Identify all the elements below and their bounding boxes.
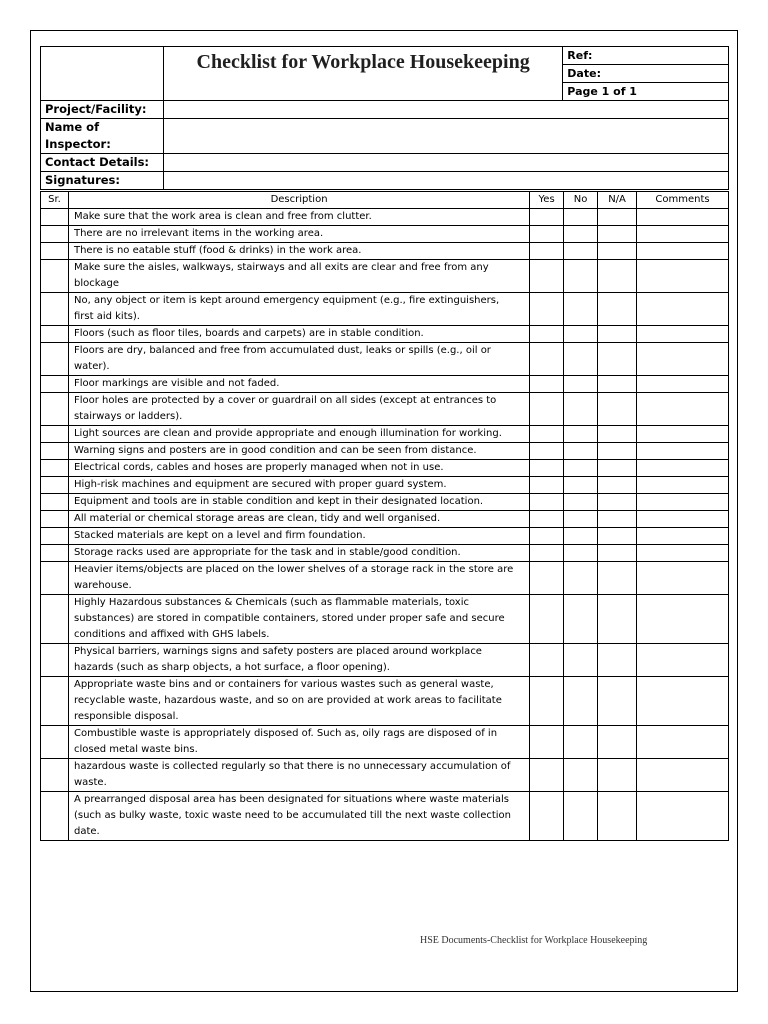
sr-cell [41, 226, 69, 243]
inspector-name-field[interactable] [163, 119, 728, 154]
sr-cell [41, 644, 69, 677]
checklist-row [41, 243, 729, 260]
sr-cell [41, 343, 69, 376]
yes-checkbox-cell[interactable] [530, 343, 564, 376]
checklist-table [40, 191, 729, 841]
sr-cell [41, 759, 69, 792]
column-header-no: No [564, 192, 598, 209]
na-checkbox-cell[interactable] [598, 293, 637, 326]
na-checkbox-cell[interactable] [598, 792, 637, 841]
na-checkbox-cell[interactable] [598, 260, 637, 293]
header-table [40, 46, 729, 190]
no-checkbox-cell[interactable] [564, 726, 598, 759]
no-checkbox-cell[interactable] [564, 511, 598, 528]
checklist-header-row [41, 192, 729, 209]
comments-cell[interactable] [637, 545, 729, 562]
footer-text: HSE Documents-Checklist for Workplace Housekeeping [420, 935, 648, 946]
na-checkbox-cell[interactable] [598, 494, 637, 511]
sr-cell [41, 443, 69, 460]
ref-field: Ref: [563, 47, 729, 65]
no-checkbox-cell[interactable] [564, 226, 598, 243]
yes-checkbox-cell[interactable] [530, 243, 564, 260]
sr-cell [41, 293, 69, 326]
na-checkbox-cell[interactable] [598, 443, 637, 460]
yes-checkbox-cell[interactable] [530, 326, 564, 343]
column-header-yes: Yes [530, 192, 564, 209]
no-checkbox-cell[interactable] [564, 443, 598, 460]
comments-cell[interactable] [637, 477, 729, 494]
comments-cell[interactable] [637, 393, 729, 426]
checklist-row [41, 494, 729, 511]
sr-cell [41, 494, 69, 511]
yes-checkbox-cell[interactable] [530, 443, 564, 460]
na-checkbox-cell[interactable] [598, 326, 637, 343]
checklist-row [41, 595, 729, 644]
no-checkbox-cell[interactable] [564, 260, 598, 293]
description-cell: Heavier items/objects are placed on the lower shelves of a storage rack in the store are warehouse. [68, 562, 529, 595]
sr-cell [41, 477, 69, 494]
description-cell: Floor markings are visible and not faded. [68, 376, 529, 393]
checklist-row [41, 343, 729, 376]
description-cell: Electrical cords, cables and hoses are properly managed when not in use. [68, 460, 529, 477]
yes-checkbox-cell[interactable] [530, 511, 564, 528]
na-checkbox-cell[interactable] [598, 243, 637, 260]
yes-checkbox-cell[interactable] [530, 528, 564, 545]
sr-cell [41, 511, 69, 528]
sr-cell [41, 562, 69, 595]
checklist-row [41, 376, 729, 393]
no-checkbox-cell[interactable] [564, 792, 598, 841]
yes-checkbox-cell[interactable] [530, 460, 564, 477]
description-cell: A prearranged disposal area has been designated for situations where waste materials (such as bulky waste, toxic waste need to be accumulated till the next waste collection date. [68, 792, 529, 841]
description-cell: Make sure that the work area is clean and free from clutter. [68, 209, 529, 226]
na-checkbox-cell[interactable] [598, 376, 637, 393]
na-checkbox-cell[interactable] [598, 343, 637, 376]
checklist-row [41, 443, 729, 460]
na-checkbox-cell[interactable] [598, 595, 637, 644]
sr-cell [41, 426, 69, 443]
comments-cell[interactable] [637, 494, 729, 511]
no-checkbox-cell[interactable] [564, 562, 598, 595]
checklist-row [41, 677, 729, 726]
document-title: Checklist for Workplace Housekeeping [163, 47, 562, 101]
na-checkbox-cell[interactable] [598, 677, 637, 726]
comments-cell[interactable] [637, 326, 729, 343]
no-checkbox-cell[interactable] [564, 494, 598, 511]
sr-cell [41, 260, 69, 293]
column-header-na: N/A [598, 192, 637, 209]
description-cell: There is no eatable stuff (food & drinks) in the work area. [68, 243, 529, 260]
signatures-field[interactable] [163, 172, 728, 190]
project-facility-field[interactable] [163, 101, 728, 119]
yes-checkbox-cell[interactable] [530, 595, 564, 644]
checklist-row [41, 545, 729, 562]
comments-cell[interactable] [637, 528, 729, 545]
na-checkbox-cell[interactable] [598, 477, 637, 494]
yes-checkbox-cell[interactable] [530, 562, 564, 595]
yes-checkbox-cell[interactable] [530, 726, 564, 759]
column-header-comments: Comments [637, 192, 729, 209]
description-cell: Combustible waste is appropriately disposed of. Such as, oily rags are disposed of in closed metal waste bins. [68, 726, 529, 759]
comments-cell[interactable] [637, 426, 729, 443]
no-checkbox-cell[interactable] [564, 376, 598, 393]
comments-cell[interactable] [637, 260, 729, 293]
sr-cell [41, 376, 69, 393]
no-checkbox-cell[interactable] [564, 293, 598, 326]
description-cell: All material or chemical storage areas are clean, tidy and well organised. [68, 511, 529, 528]
na-checkbox-cell[interactable] [598, 545, 637, 562]
description-cell: High-risk machines and equipment are secured with proper guard system. [68, 477, 529, 494]
sr-cell [41, 326, 69, 343]
no-checkbox-cell[interactable] [564, 528, 598, 545]
na-checkbox-cell[interactable] [598, 562, 637, 595]
comments-cell[interactable] [637, 726, 729, 759]
comments-cell[interactable] [637, 343, 729, 376]
description-cell: Physical barriers, warnings signs and safety posters are placed around workplace hazards (such as sharp objects, a hot surface, a floor opening). [68, 644, 529, 677]
comments-cell[interactable] [637, 644, 729, 677]
yes-checkbox-cell[interactable] [530, 209, 564, 226]
yes-checkbox-cell[interactable] [530, 644, 564, 677]
no-checkbox-cell[interactable] [564, 209, 598, 226]
comments-cell[interactable] [637, 460, 729, 477]
no-checkbox-cell[interactable] [564, 243, 598, 260]
sr-cell [41, 792, 69, 841]
column-header-description: Description [68, 192, 529, 209]
comments-cell[interactable] [637, 243, 729, 260]
comments-cell[interactable] [637, 511, 729, 528]
sr-cell [41, 209, 69, 226]
checklist-row [41, 326, 729, 343]
checklist-row [41, 426, 729, 443]
inspector-name-label: Name of Inspector: [41, 119, 164, 154]
description-cell: Light sources are clean and provide appropriate and enough illumination for working. [68, 426, 529, 443]
checklist-row [41, 260, 729, 293]
na-checkbox-cell[interactable] [598, 226, 637, 243]
no-checkbox-cell[interactable] [564, 460, 598, 477]
sr-cell [41, 677, 69, 726]
na-checkbox-cell[interactable] [598, 209, 637, 226]
checklist-row [41, 477, 729, 494]
comments-cell[interactable] [637, 293, 729, 326]
checklist-row [41, 759, 729, 792]
description-cell: Floors (such as floor tiles, boards and carpets) are in stable condition. [68, 326, 529, 343]
checklist-row [41, 293, 729, 326]
comments-cell[interactable] [637, 376, 729, 393]
description-cell: Highly Hazardous substances & Chemicals (such as flammable materials, toxic substances) are stored in compatible containers, stored under proper safe and secure conditions and affixed with GHS labels. [68, 595, 529, 644]
sr-cell [41, 528, 69, 545]
yes-checkbox-cell[interactable] [530, 393, 564, 426]
na-checkbox-cell[interactable] [598, 644, 637, 677]
description-cell: Stacked materials are kept on a level and firm foundation. [68, 528, 529, 545]
sr-cell [41, 393, 69, 426]
checklist-row [41, 209, 729, 226]
yes-checkbox-cell[interactable] [530, 677, 564, 726]
contact-details-field[interactable] [163, 154, 728, 172]
sr-cell [41, 243, 69, 260]
comments-cell[interactable] [637, 759, 729, 792]
comments-cell[interactable] [637, 226, 729, 243]
description-cell: Storage racks used are appropriate for the task and in stable/good condition. [68, 545, 529, 562]
no-checkbox-cell[interactable] [564, 595, 598, 644]
column-header-sr: Sr. [41, 192, 69, 209]
no-checkbox-cell[interactable] [564, 759, 598, 792]
checklist-row [41, 226, 729, 243]
yes-checkbox-cell[interactable] [530, 792, 564, 841]
comments-cell[interactable] [637, 562, 729, 595]
description-cell: hazardous waste is collected regularly so that there is no unnecessary accumulation of waste. [68, 759, 529, 792]
checklist-row [41, 511, 729, 528]
yes-checkbox-cell[interactable] [530, 545, 564, 562]
sr-cell [41, 726, 69, 759]
date-field: Date: [563, 65, 729, 83]
description-cell: There are no irrelevant items in the working area. [68, 226, 529, 243]
description-cell: Floors are dry, balanced and free from accumulated dust, leaks or spills (e.g., oil or water). [68, 343, 529, 376]
comments-cell[interactable] [637, 792, 729, 841]
na-checkbox-cell[interactable] [598, 726, 637, 759]
no-checkbox-cell[interactable] [564, 326, 598, 343]
na-checkbox-cell[interactable] [598, 460, 637, 477]
na-checkbox-cell[interactable] [598, 528, 637, 545]
checklist-row [41, 528, 729, 545]
no-checkbox-cell[interactable] [564, 545, 598, 562]
sr-cell [41, 545, 69, 562]
na-checkbox-cell[interactable] [598, 426, 637, 443]
checklist-row [41, 726, 729, 759]
description-cell: Floor holes are protected by a cover or guardrail on all sides (except at entrances to stairways or ladders). [68, 393, 529, 426]
no-checkbox-cell[interactable] [564, 644, 598, 677]
checklist-body [41, 209, 729, 841]
sr-cell [41, 595, 69, 644]
page-number: Page 1 of 1 [563, 83, 729, 101]
description-cell: Appropriate waste bins and or containers for various wastes such as general waste, recyclable waste, hazardous waste, and so on are provided at work areas to facilitate responsible disposal. [68, 677, 529, 726]
no-checkbox-cell[interactable] [564, 426, 598, 443]
yes-checkbox-cell[interactable] [530, 477, 564, 494]
na-checkbox-cell[interactable] [598, 393, 637, 426]
na-checkbox-cell[interactable] [598, 759, 637, 792]
checklist-row [41, 460, 729, 477]
comments-cell[interactable] [637, 209, 729, 226]
yes-checkbox-cell[interactable] [530, 494, 564, 511]
description-cell: Warning signs and posters are in good condition and can be seen from distance. [68, 443, 529, 460]
yes-checkbox-cell[interactable] [530, 376, 564, 393]
no-checkbox-cell[interactable] [564, 393, 598, 426]
description-cell: Make sure the aisles, walkways, stairways and all exits are clear and free from any blockage [68, 260, 529, 293]
checklist-row [41, 644, 729, 677]
signatures-label: Signatures: [41, 172, 164, 190]
na-checkbox-cell[interactable] [598, 511, 637, 528]
comments-cell[interactable] [637, 595, 729, 644]
logo-cell [41, 47, 164, 101]
project-facility-label: Project/Facility: [41, 101, 164, 119]
yes-checkbox-cell[interactable] [530, 759, 564, 792]
yes-checkbox-cell[interactable] [530, 226, 564, 243]
checklist-row [41, 562, 729, 595]
yes-checkbox-cell[interactable] [530, 293, 564, 326]
checklist-row [41, 393, 729, 426]
no-checkbox-cell[interactable] [564, 677, 598, 726]
description-cell: No, any object or item is kept around emergency equipment (e.g., fire extinguishers, first aid kits). [68, 293, 529, 326]
checklist-row [41, 792, 729, 841]
comments-cell[interactable] [637, 677, 729, 726]
sr-cell [41, 460, 69, 477]
no-checkbox-cell[interactable] [564, 343, 598, 376]
no-checkbox-cell[interactable] [564, 477, 598, 494]
comments-cell[interactable] [637, 443, 729, 460]
yes-checkbox-cell[interactable] [530, 260, 564, 293]
description-cell: Equipment and tools are in stable condition and kept in their designated location. [68, 494, 529, 511]
contact-details-label: Contact Details: [41, 154, 164, 172]
yes-checkbox-cell[interactable] [530, 426, 564, 443]
